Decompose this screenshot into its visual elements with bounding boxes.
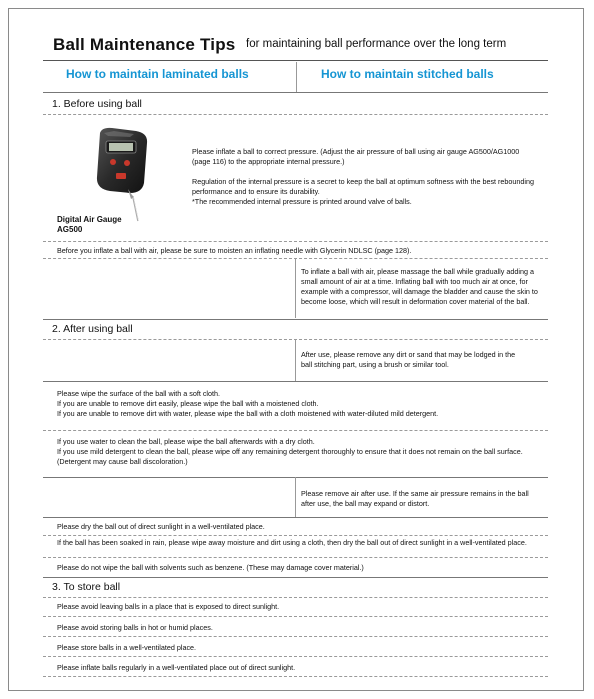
column-divider: [295, 339, 296, 381]
wipe-text: [57, 389, 537, 419]
row-rule: [43, 241, 548, 242]
row-rule: [43, 616, 548, 617]
water-line: If you use mild detergent to clean the ball, please wipe off any remaining detergent thoroughly to ensure that it does not remain on the ball surface. (Detergent may cause ball discoloration.): [57, 447, 523, 466]
row-rule: [43, 535, 548, 536]
section-rule: [43, 577, 548, 578]
store-item: Please avoid storing balls in hot or humid places.: [57, 623, 213, 632]
wipe-line: If you are unable to remove dirt with water, please wipe the ball with a cloth moistened with water-diluted mild detergent.: [57, 409, 439, 418]
wipe-line: Please wipe the surface of the ball with a soft cloth.: [57, 389, 221, 398]
section-rule: [43, 114, 548, 115]
product-model: AG500: [57, 225, 83, 234]
page-header: [43, 33, 548, 61]
store-item: Please store balls in a well-ventilated place.: [57, 643, 197, 652]
row-rule: [43, 517, 548, 518]
section-heading-store: 3. To store ball: [52, 581, 121, 593]
wipe-line: If you are unable to remove dirt easily, please wipe the ball with a moistened cloth.: [57, 399, 319, 408]
column-divider: [295, 477, 296, 517]
store-item: Please avoid leaving balls in a place that is exposed to direct sunlight.: [57, 602, 280, 611]
stitching-text: After use, please remove any dirt or sand that may be lodged in the ball stitching part, using a brush or similar tool.: [301, 350, 516, 369]
row-rule: [43, 676, 548, 677]
row-rule: [43, 381, 548, 382]
dry-text: Please dry the ball out of direct sunlight in a well-ventilated place.: [57, 522, 265, 531]
water-line: If you use water to clean the ball, please wipe the ball afterwards with a dry cloth.: [57, 437, 315, 446]
row-rule: [43, 430, 548, 431]
column-heading-rule: [43, 92, 548, 93]
section-rule: [43, 319, 548, 320]
pressure-text-2: Regulation of the internal pressure is a secret to keep the ball at optimum softness with the best rebounding performance and to ensure its durability.: [192, 177, 535, 196]
page-title: Ball Maintenance Tips: [53, 35, 236, 54]
section-rule: [43, 597, 548, 598]
section-heading-before: 1. Before using ball: [52, 98, 142, 110]
glycerin-text: Before you inflate a ball with air, please be sure to moisten an inflating needle with Glycerin NDLSC (page 128).: [57, 246, 412, 255]
remove-air-text: Please remove air after use. If the same air pressure remains in the ball after use, the ball may expand or distort.: [301, 489, 529, 508]
air-gauge-icon: [90, 127, 162, 223]
row-rule: [43, 656, 548, 657]
row-rule: [43, 557, 548, 558]
column-divider: [296, 62, 297, 92]
column-divider: [295, 258, 296, 318]
massage-text: To inflate a ball with air, please massage the ball while gradually adding a small amount of air at a time. Inflating ball with too much air at once, for example with a compressor, will damage the bladder and cause the skin to become loose, which will result in deformation cover material of the ball.: [301, 267, 538, 306]
product-caption: [57, 215, 122, 235]
column-heading-laminated: How to maintain laminated balls: [66, 67, 249, 81]
product-name: Digital Air Gauge: [57, 215, 122, 224]
rain-text: If the ball has been soaked in rain, please wipe away moisture and dirt using a cloth, then dry the ball out of direct sunlight in a well-ventilated place.: [57, 538, 527, 547]
pressure-text-1: Please inflate a ball to correct pressure. (Adjust the air pressure of ball using air gauge AG500/AG1000 (page 116) to the appropriate internal pressure.): [192, 147, 520, 166]
title-rule: [43, 60, 548, 61]
water-text: [57, 437, 527, 467]
store-item: Please inflate balls regularly in a well-ventilated place out of direct sunlight.: [57, 663, 296, 672]
row-rule: [43, 636, 548, 637]
column-heading-stitched: How to maintain stitched balls: [321, 67, 494, 81]
solvents-text: Please do not wipe the ball with solvents such as benzene. (These may damage cover material.): [57, 563, 364, 572]
pressure-text-3: *The recommended internal pressure is printed around valve of balls.: [192, 197, 412, 206]
section-heading-after: 2. After using ball: [52, 323, 133, 335]
page-subtitle: for maintaining ball performance over the long term: [246, 38, 507, 50]
